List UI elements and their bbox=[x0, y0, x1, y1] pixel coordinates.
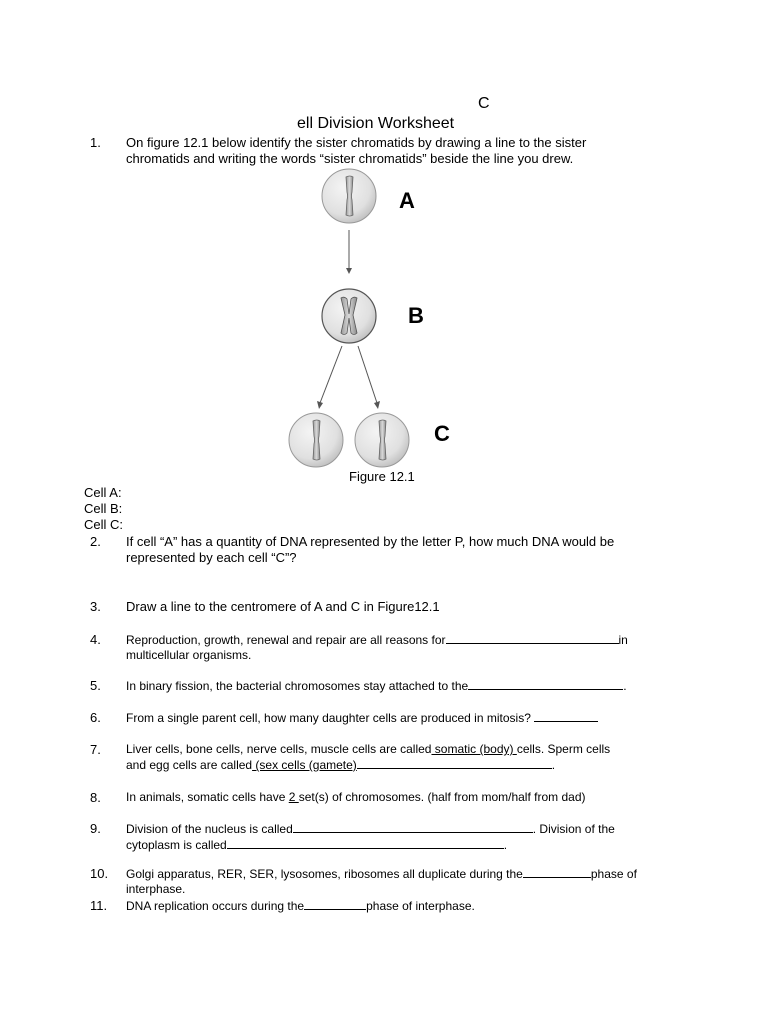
title-initial: C bbox=[478, 95, 490, 112]
answer-blank[interactable] bbox=[534, 710, 598, 722]
question-text: DNA replication occurs during the phase of interphase. bbox=[126, 899, 475, 913]
figure-label-c: C bbox=[434, 421, 450, 446]
page-title: ell Division Worksheet bbox=[297, 115, 455, 132]
question-number: 7. bbox=[90, 742, 101, 757]
question-number: 1. bbox=[90, 135, 101, 150]
cell-a-label: Cell A: bbox=[84, 485, 122, 500]
answer-blank[interactable] bbox=[523, 866, 591, 878]
question-text: In animals, somatic cells have 2 set(s) of chromosomes. (half from mom/half from dad) bbox=[126, 790, 586, 804]
arrow-head bbox=[317, 401, 323, 409]
cell-a-diagram bbox=[322, 169, 376, 223]
question-number: 3. bbox=[90, 599, 101, 614]
filled-answer: (sex cells (gamete) bbox=[252, 758, 357, 772]
question-number: 4. bbox=[90, 632, 101, 647]
figure-caption: Figure 12.1 bbox=[349, 469, 415, 484]
question-number: 5. bbox=[90, 678, 101, 693]
answer-blank[interactable] bbox=[468, 678, 623, 690]
answer-blank[interactable] bbox=[293, 821, 533, 833]
answer-blank[interactable] bbox=[357, 757, 552, 769]
question-text: If cell “A” has a quantity of DNA represented by the letter P, how much DNA would be represented by each cell “C”? bbox=[126, 534, 615, 565]
filled-answer: 2 bbox=[288, 790, 299, 804]
question-number: 9. bbox=[90, 821, 101, 836]
question-number: 8. bbox=[90, 790, 101, 805]
question-text: Liver cells, bone cells, nerve cells, muscle cells are called somatic (body) cells. Sperm cells and egg cells are called (sex cells (gamete) . bbox=[126, 742, 611, 772]
question-number: 2. bbox=[90, 534, 101, 549]
filled-answer: somatic (body) bbox=[431, 742, 517, 756]
arrow-head bbox=[374, 401, 380, 409]
figure-12-1 bbox=[280, 160, 480, 490]
question-number: 10. bbox=[90, 866, 109, 881]
question-text: Reproduction, growth, renewal and repair are all reasons for in multicellular organisms. bbox=[126, 633, 628, 662]
arrow-b-to-c-right bbox=[358, 346, 377, 403]
question-text: Golgi apparatus, RER, SER, lysosomes, ribosomes all duplicate during the phase of interphase. bbox=[126, 867, 637, 896]
cell-c-right-diagram bbox=[355, 413, 409, 467]
question-text: From a single parent cell, how many daughter cells are produced in mitosis? bbox=[126, 710, 671, 726]
cell-c-label: Cell C: bbox=[84, 517, 124, 532]
answer-blank[interactable] bbox=[304, 898, 366, 910]
question-text: In binary fission, the bacterial chromosomes stay attached to the . bbox=[126, 679, 627, 693]
question-number: 6. bbox=[90, 710, 101, 725]
question-number: 11. bbox=[90, 898, 108, 913]
figure-label-a: A bbox=[399, 188, 415, 213]
question-text: Draw a line to the centromere of A and C in Figure12.1 bbox=[126, 599, 440, 614]
cell-b-label: Cell B: bbox=[84, 501, 123, 516]
answer-blank[interactable] bbox=[446, 632, 619, 644]
arrow-b-to-c-left bbox=[320, 346, 342, 403]
figure-label-b: B bbox=[408, 303, 424, 328]
question-text: On figure 12.1 below identify the sister chromatids by drawing a line to the sister chromatids and writing the words “sister chromatids” beside the line you drew. bbox=[126, 135, 587, 166]
arrow-head bbox=[346, 268, 352, 274]
answer-blank[interactable] bbox=[227, 837, 504, 849]
question-text: Division of the nucleus is called . Division of the cytoplasm is called . bbox=[126, 822, 615, 852]
cell-c-left-diagram bbox=[289, 413, 343, 467]
cell-b-diagram bbox=[322, 289, 376, 343]
